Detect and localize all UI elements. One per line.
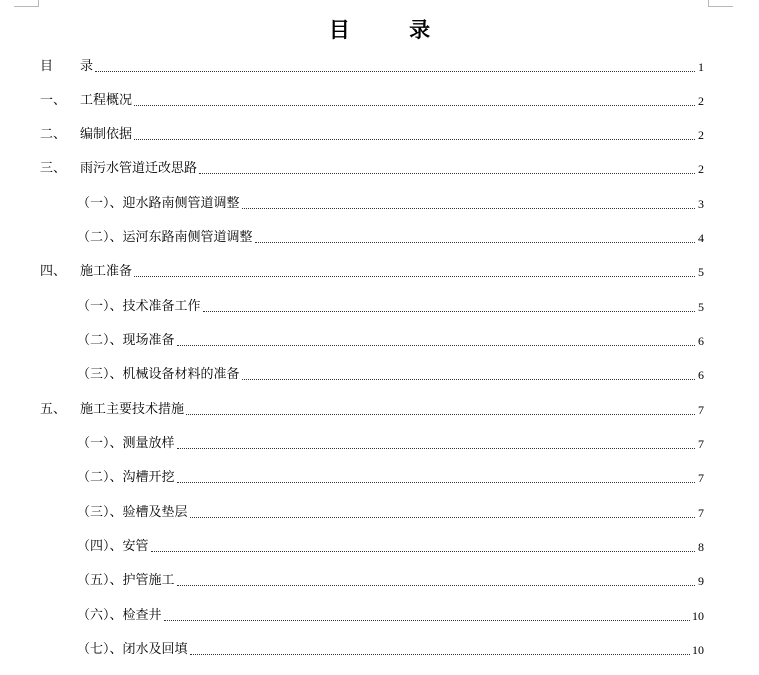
toc-dot-leader [164,619,690,621]
toc-dot-leader [242,207,695,209]
toc-dot-leader [203,310,695,312]
toc-entry[interactable] [40,55,704,75]
toc-dot-leader [255,241,695,243]
toc-entry[interactable] [77,432,704,452]
toc-entry-number: （三）、 [77,367,123,382]
toc-page-number: 2 [698,94,704,108]
toc-dot-leader [134,138,695,140]
toc-page-number: 7 [698,506,704,520]
toc-entry[interactable] [77,569,704,589]
toc-entry-number: （三）、 [77,505,123,520]
toc-entry[interactable] [77,466,704,486]
toc-entry-text: 工程概况 [80,93,133,108]
toc-entry-text: 施工准备 [80,264,133,279]
toc-page-number: 10 [692,609,704,623]
toc-entry-text: 沟槽开挖 [122,470,175,485]
toc-entry-number: 五、 [40,402,67,417]
toc-entry[interactable] [40,123,704,143]
toc-dot-leader [134,104,695,106]
toc-page-number: 7 [698,403,704,417]
toc-entry-number: （二）、 [77,470,123,485]
toc-entry[interactable] [77,329,704,349]
page-corner-mark-right [708,0,733,7]
toc-page-number: 6 [698,334,704,348]
toc-entry-text: 测量放样 [122,436,175,451]
toc-dot-leader [177,344,695,346]
toc-dot-leader [177,447,695,449]
toc-page-number: 5 [698,265,704,279]
toc-entry-number: 三、 [40,161,67,176]
toc-title: 目 录 [328,17,457,42]
toc-entry-text: 录 [80,59,94,74]
toc-entry-number: （五）、 [77,573,123,588]
toc-entry-text: 验槽及垫层 [122,505,188,520]
toc-entry[interactable] [77,638,704,658]
toc-dot-leader [186,413,695,415]
toc-entry[interactable] [77,295,704,315]
toc-page-number: 5 [698,300,704,314]
toc-entry[interactable] [40,157,704,177]
toc-entry[interactable] [77,535,704,555]
toc-entry-number: 二、 [40,127,67,142]
toc-dot-leader [242,378,695,380]
toc-page-number: 3 [698,197,704,211]
toc-page-number: 2 [698,162,704,176]
toc-entry-text: 雨污水管道迁改思路 [80,161,198,176]
toc-entry[interactable] [40,398,704,418]
toc-entry-text: 施工主要技术措施 [80,402,185,417]
toc-entry-text: 编制依据 [80,127,133,142]
toc-page-number: 8 [698,540,704,554]
toc-entry-number: （四）、 [77,539,123,554]
toc-page-number: 10 [692,643,704,657]
toc-entry-number: （二）、 [77,333,123,348]
toc-dot-leader [95,70,695,72]
toc-page-number: 7 [698,437,704,451]
toc-entry[interactable] [77,501,704,521]
toc-page-number: 2 [698,128,704,142]
toc-entry-text: 技术准备工作 [122,299,201,314]
toc-dot-leader [177,584,695,586]
toc-entry-text: 闭水及回填 [122,642,188,657]
toc-entry[interactable] [40,89,704,109]
toc-dot-leader [190,516,695,518]
toc-page-number: 9 [698,574,704,588]
toc-dot-leader [190,653,690,655]
toc-entry[interactable] [77,604,704,624]
toc-entry-text: 运河东路南侧管道调整 [122,230,253,245]
toc-entry-text: 护管施工 [122,573,175,588]
toc-dot-leader [151,550,695,552]
toc-entry-number: （一）、 [77,436,123,451]
toc-entry[interactable] [77,363,704,383]
toc-entry[interactable] [40,260,704,280]
toc-entry-text: 检查井 [122,608,162,623]
toc-entry-number: （一）、 [77,299,123,314]
toc-entry-text: 安管 [122,539,149,554]
toc-entry-number: 一、 [40,93,67,108]
toc-page-number: 6 [698,368,704,382]
toc-entry-number: 四、 [40,264,67,279]
toc-entry[interactable] [77,192,704,212]
toc-entry-text: 现场准备 [122,333,175,348]
toc-entry-text: 迎水路南侧管道调整 [122,196,240,211]
toc-entry-number: （二）、 [77,230,123,245]
toc-entry-number: （一）、 [77,196,123,211]
toc-dot-leader [134,275,695,277]
toc-page-number: 1 [698,60,704,74]
toc-dot-leader [199,172,695,174]
toc-page-number: 7 [698,471,704,485]
toc-entry[interactable] [77,226,704,246]
toc-entry-number: （七）、 [77,642,123,657]
toc-entry-number: 目 [40,59,54,74]
toc-entry-text: 机械设备材料的准备 [122,367,240,382]
page-corner-mark-left [14,0,39,7]
toc-entry-number: （六）、 [77,608,123,623]
toc-dot-leader [177,481,695,483]
toc-page-number: 4 [698,231,704,245]
